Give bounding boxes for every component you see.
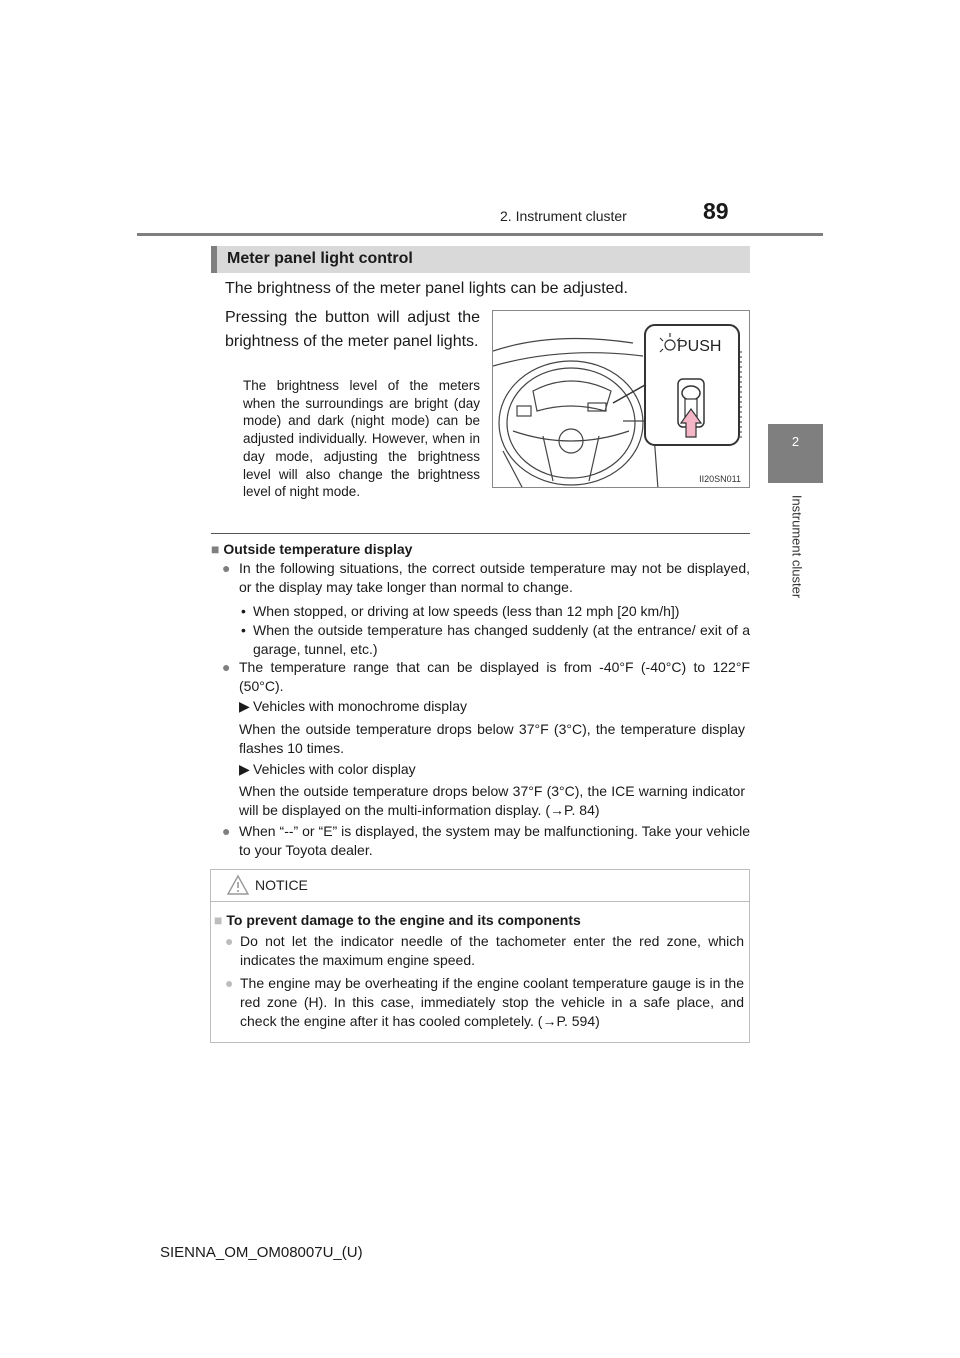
variant-color-text: When the outside temperature drops below 37°F (3°C), the ICE warning indicator will be displayed on the multi-information display. (→P. 84)	[239, 783, 745, 818]
outside-temp-bullet-1: In the following situations, the correct outside temperature may not be displayed, or the display may take longer than normal to change.	[239, 560, 750, 595]
triangle-marker-icon: ▶	[239, 698, 250, 714]
brightness-note: The brightness level of the meters when the surroundings are bright (day mode) and dark (night mode) can be adjusted individually. However, when in day mode, adjusting the brightness level will also change the brightness level of night mode.	[243, 378, 480, 500]
bullet-icon: ●	[222, 560, 231, 576]
bullet-icon: ●	[225, 975, 234, 991]
outside-temp-heading	[211, 540, 412, 559]
bullet-icon: ●	[225, 933, 234, 949]
document-id: SIENNA_OM_OM08007U_(U)	[160, 1244, 363, 1261]
outside-temp-sub-2: When the outside temperature has changed suddenly (at the entrance/ exit of a garage, tunnel, etc.)	[253, 622, 750, 657]
notice-bullet-2: The engine may be overheating if the engine coolant temperature gauge is in the red zone (H). In this case, immediately stop the vehicle in a safe place, and check the engine after it has cooled completely. (→P. 594)	[240, 975, 744, 1029]
chapter-tab	[768, 424, 823, 483]
section-header: 2. Instrument cluster	[500, 208, 627, 224]
section-divider	[211, 533, 750, 534]
outside-temp-bullet-2: The temperature range that can be displayed is from -40°F (-40°C) to 122°F (50°C).	[239, 659, 750, 694]
section-title: Meter panel light control	[227, 250, 413, 267]
notice-heading	[214, 911, 581, 930]
notice-box	[210, 869, 750, 1043]
square-bullet-icon: ■	[214, 912, 223, 928]
notice-divider	[211, 901, 749, 902]
figure-code: II20SN011	[699, 474, 741, 484]
warning-triangle-icon	[227, 874, 249, 896]
dashboard-illustration	[492, 310, 750, 488]
notice-bullet-1: Do not let the indicator needle of the tachometer enter the red zone, which indicates the maximum engine speed.	[240, 933, 744, 968]
outside-temp-sub-1: When stopped, or driving at low speeds (less than 12 mph [20 km/h])	[253, 603, 680, 619]
variant-monochrome-text: When the outside temperature drops below 37°F (3°C), the temperature display flashes 10 times.	[239, 721, 745, 756]
variant-monochrome-label: Vehicles with monochrome display	[253, 698, 467, 714]
notice-title: NOTICE	[255, 877, 308, 893]
chapter-tab-number: 2	[791, 434, 800, 449]
dot-bullet: •	[241, 622, 246, 638]
square-bullet-icon: ■	[211, 541, 220, 557]
dot-bullet: •	[241, 603, 246, 619]
push-label: PUSH	[677, 338, 722, 355]
chapter-tab-label: Instrument cluster	[789, 494, 805, 599]
lead-paragraph: The brightness of the meter panel lights can be adjusted.	[225, 280, 628, 297]
section-title-bar	[211, 246, 750, 273]
notice-heading-text: To prevent damage to the engine and its components	[226, 912, 581, 928]
variant-color-label: Vehicles with color display	[253, 761, 416, 777]
bullet-icon: ●	[222, 659, 231, 675]
steering-wheel-illustration	[493, 311, 750, 488]
page-number: 89	[703, 198, 729, 224]
header-divider	[137, 233, 823, 236]
push-instruction: Pressing the button will adjust the brightness of the meter panel lights.	[225, 309, 480, 350]
outside-temp-heading-text: Outside temperature display	[223, 541, 413, 557]
bullet-icon: ●	[222, 823, 231, 839]
outside-temp-bullet-3: When “--” or “E” is displayed, the system may be malfunctioning. Take your vehicle to your Toyota dealer.	[239, 823, 750, 858]
triangle-marker-icon: ▶	[239, 761, 250, 777]
